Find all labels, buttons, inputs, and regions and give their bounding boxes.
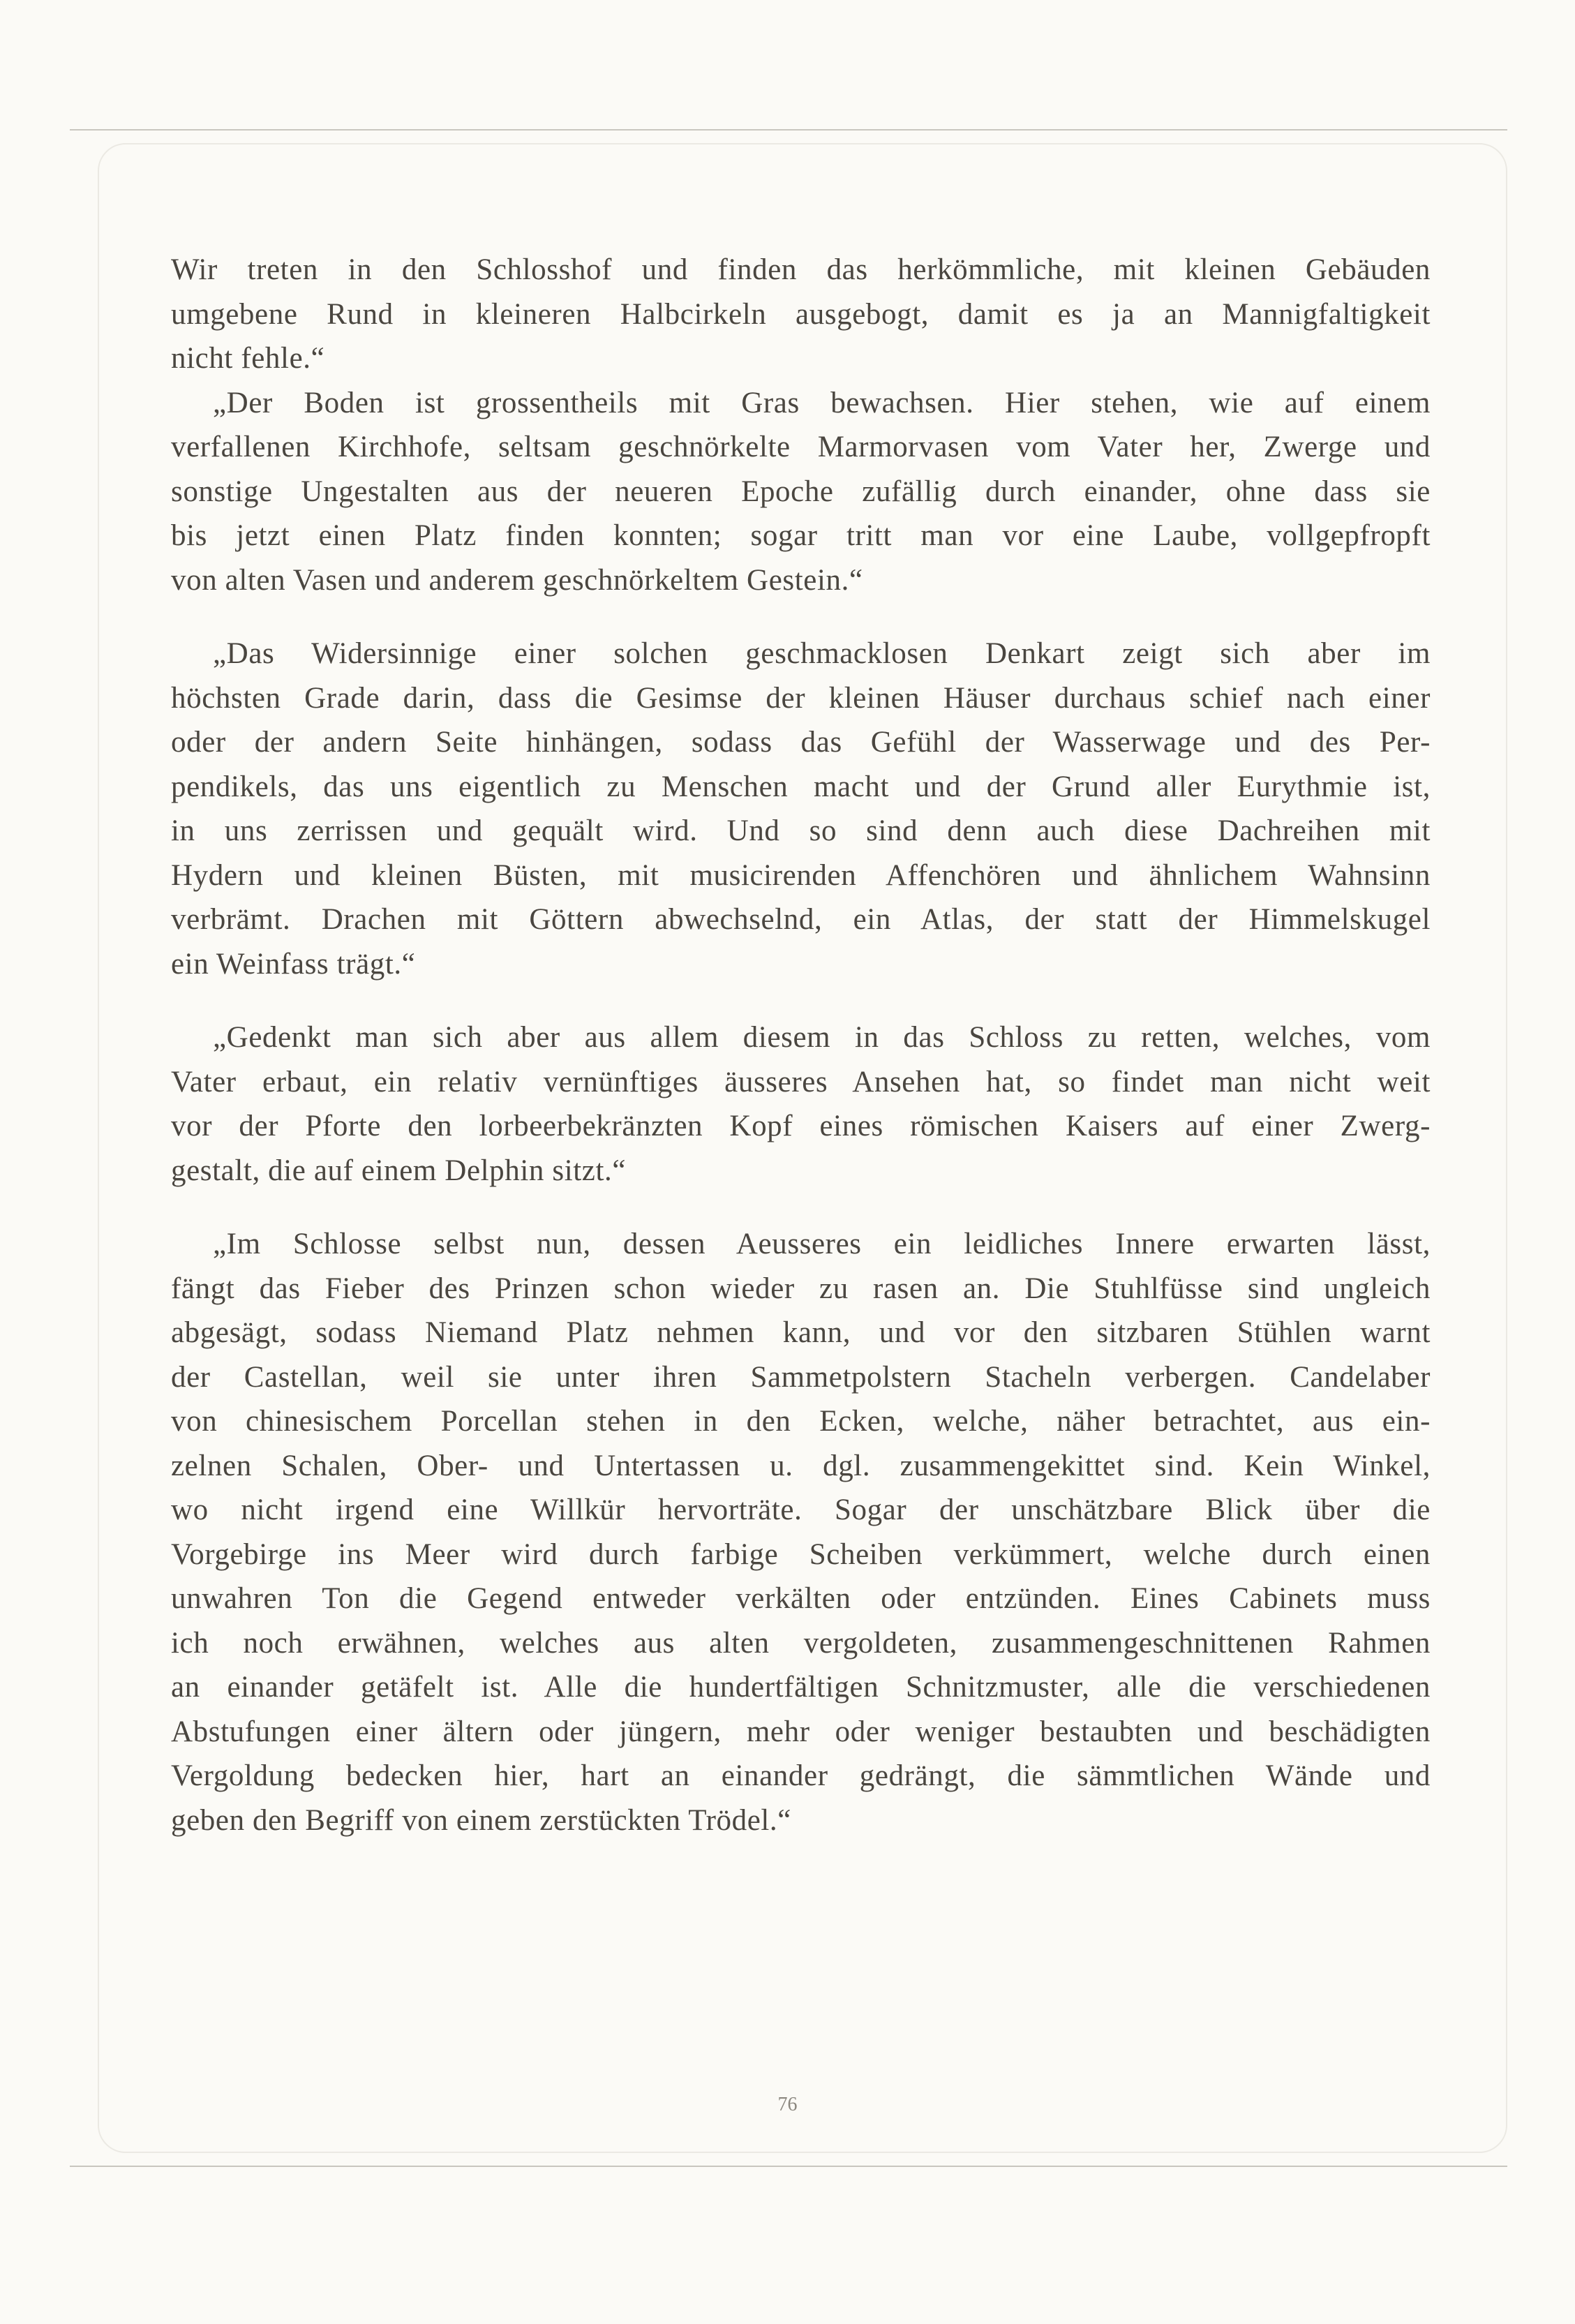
text-line: „Der Boden ist grossentheils mit Gras bewachsen. Hier stehen, wie auf einem [213,386,1431,419]
text-line: Abstufungen einer ältern oder jüngern, mehr oder weniger bestaubten und beschädigten [171,1715,1431,1748]
text-line: umgebene Rund in kleineren Halbcirkeln ausgebogt, damit es ja an Mannigfaltigkeit [171,297,1431,331]
text-line: von alten Vasen und anderem geschnörkeltem Gestein.“ [171,563,863,597]
text-line: pendikels, das uns eigentlich zu Menschen macht und der Grund aller Eurythmie ist, [171,770,1431,803]
text-line: vor der Pforte den lorbeerbekränzten Kopf eines römischen Kaisers auf einer Zwerg- [171,1110,1431,1142]
text-line: Wir treten in den Schlosshof und finden das herkömmliche, mit kleinen Gebäuden [171,253,1431,286]
paragraph-2 [171,381,1431,603]
text-line: der Castellan, weil sie unter ihren Sammetpolstern Stacheln verbergen. Candelaber [171,1360,1431,1394]
text-line: unwahren Ton die Gegend entweder verkälten oder entzünden. Eines Cabinets muss [171,1582,1431,1615]
text-line: „Gedenkt man sich aber aus allem diesem in das Schloss zu retten, welches, vom [213,1021,1431,1054]
text-line: Vorgebirge ins Meer wird durch farbige Scheiben verkümmert, welche durch einen [171,1537,1431,1571]
text-line: zelnen Schalen, Ober- und Untertassen u. dgl. zusammengekittet sind. Kein Winkel, [171,1449,1431,1482]
text-line: „Das Widersinnige einer solchen geschmacklosen Denkart zeigt sich aber im [213,637,1431,670]
text-line: geben den Begriff von einem zerstückten Trödel.“ [171,1803,791,1837]
text-line: Vater erbaut, ein relativ vernünftiges äusseres Ansehen hat, so findet man nicht weit [171,1065,1431,1098]
text-line: an einander getäfelt ist. Alle die hundertfältigen Schnitzmuster, alle die verschiedenen [171,1671,1431,1704]
paragraph-3 [171,632,1431,986]
text-line: nicht fehle.“ [171,342,325,375]
text-line: höchsten Grade darin, dass die Gesimse der kleinen Häuser durchaus schief nach einer [171,681,1431,715]
text-line: abgesägt, sodass Niemand Platz nehmen kann, und vor den sitzbaren Stühlen warnt [171,1316,1431,1349]
text-line: oder der andern Seite hinhängen, sodass das Gefühl der Wasserwage und des Per- [171,726,1431,759]
text-line: bis jetzt einen Platz finden konnten; sogar tritt man vor eine Laube, vollgepfropft [171,519,1431,552]
page-number: 76 [777,2094,798,2115]
text-line: verbrämt. Drachen mit Göttern abwechselnd, ein Atlas, der statt der Himmelskugel [171,903,1431,936]
text-line: wo nicht irgend eine Willkür hervorträte. Sogar der unschätzbare Blick über die [171,1494,1431,1526]
text-line: fängt das Fieber des Prinzen schon wieder zu rasen an. Die Stuhlfüsse sind ungleich [171,1272,1431,1305]
text-line: „Im Schlosse selbst nun, dessen Aeusseres ein leidliches Innere erwarten lässt, [213,1228,1431,1260]
text-line: verfallenen Kirchhofe, seltsam geschnörkelte Marmorvasen vom Vater her, Zwerge und [171,431,1431,463]
text-line: Vergoldung bedecken hier, hart an einander gedrängt, die sämmtlichen Wände und [171,1759,1431,1792]
paragraph-4 [171,1015,1431,1193]
text-line: sonstige Ungestalten aus der neueren Epoche zufällig durch einander, ohne dass sie [171,475,1431,508]
text-line: Hydern und kleinen Büsten, mit musicirenden Affenchören und ähnlichem Wahnsinn [171,858,1431,892]
paragraph-5 [171,1222,1431,1842]
text-line: in uns zerrissen und gequält wird. Und so sind denn auch diese Dachreihen mit [171,814,1431,847]
body-text [171,248,1431,1842]
text-line: von chinesischem Porcellan stehen in den Ecken, welche, näher betrachtet, aus ein- [171,1405,1431,1438]
text-line: ich noch erwähnen, welches aus alten vergoldeten, zusammengeschnittenen Rahmen [171,1626,1431,1660]
paragraph-1 [171,248,1431,381]
text-line: ein Weinfass trägt.“ [171,947,416,981]
text-line: gestalt, die auf einem Delphin sitzt.“ [171,1154,627,1187]
